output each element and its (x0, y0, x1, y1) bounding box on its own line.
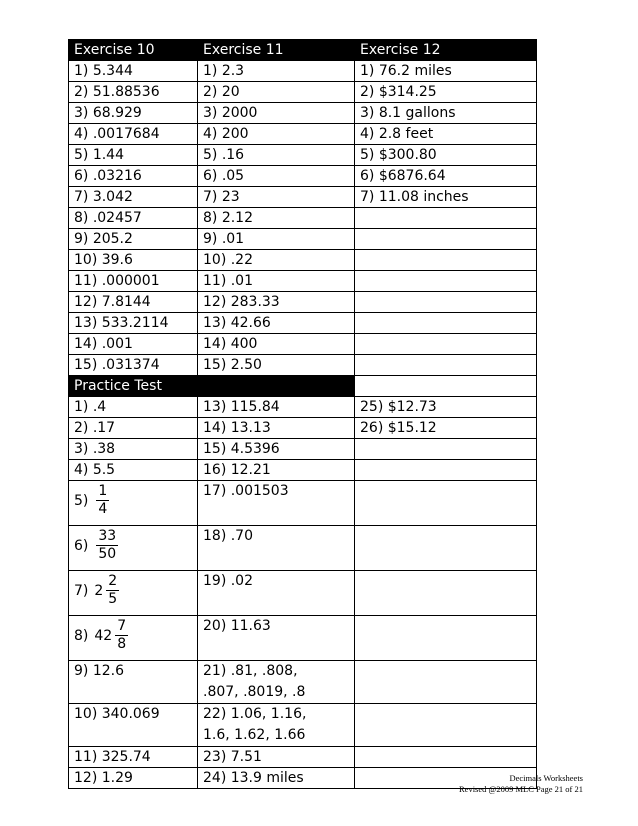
answer-cell: 2) $314.25 (355, 82, 537, 103)
answer-cell (355, 460, 537, 481)
table-row (69, 145, 537, 166)
answer-cell: 5) .16 (198, 145, 355, 166)
fraction-row (69, 571, 537, 616)
header-blank-cell (198, 376, 355, 397)
whole-number: 2 (94, 582, 104, 599)
answer-cell: 3) .38 (69, 439, 198, 460)
answer-cell: 4) 200 (198, 124, 355, 145)
fraction-answer-cell (69, 616, 198, 661)
table-row (69, 271, 537, 292)
fraction-row (69, 616, 537, 661)
table-row (69, 418, 537, 439)
answer-cell: 2) .17 (69, 418, 198, 439)
answer-label: 6) (74, 537, 89, 554)
answer-cell: 1) 76.2 miles (355, 61, 537, 82)
fraction-expression (74, 618, 128, 653)
answer-cell: 12) 283.33 (198, 292, 355, 313)
answer-cell: 9) 205.2 (69, 229, 198, 250)
answer-cell: 19) .02 (198, 571, 355, 616)
answer-cell: 4) 2.8 feet (355, 124, 537, 145)
table-row (69, 661, 537, 704)
answer-cell (355, 292, 537, 313)
page-footer (459, 773, 583, 795)
answer-cell: 17) .001503 (198, 481, 355, 526)
fraction-expression (74, 573, 119, 608)
exercise-header-row (69, 40, 537, 61)
answer-cell: 20) 11.63 (198, 616, 355, 661)
answer-cell: 6) .03216 (69, 166, 198, 187)
header-blank-cell (355, 376, 537, 397)
table-row (69, 460, 537, 481)
answer-cell: 11) 325.74 (69, 747, 198, 768)
empty-cell (355, 571, 537, 616)
answer-cell: 1) .4 (69, 397, 198, 418)
empty-cell (355, 661, 537, 704)
answer-cell: 14) 400 (198, 334, 355, 355)
footer-title: Decimals Worksheets (509, 773, 583, 783)
answer-cell (355, 208, 537, 229)
answer-cell: 1) 2.3 (198, 61, 355, 82)
practice-header-row (69, 376, 537, 397)
answer-cell: 16) 12.21 (198, 460, 355, 481)
fraction-answer-cell (69, 526, 198, 571)
fraction-answer-cell (69, 571, 198, 616)
answer-cell: 4) .0017684 (69, 124, 198, 145)
answer-cell: 6) $6876.64 (355, 166, 537, 187)
table-row (69, 313, 537, 334)
header-cell: Exercise 11 (198, 40, 355, 61)
fraction-row (69, 526, 537, 571)
answer-cell: 14) .001 (69, 334, 198, 355)
header-cell: Exercise 10 (69, 40, 198, 61)
answer-cell: 1) 5.344 (69, 61, 198, 82)
fraction (106, 573, 119, 608)
answer-cell: 7) 11.08 inches (355, 187, 537, 208)
answer-cell (355, 271, 537, 292)
answer-cell (355, 250, 537, 271)
answer-cell: 18) .70 (198, 526, 355, 571)
numerator: 1 (98, 483, 108, 499)
empty-cell (355, 704, 537, 747)
answer-cell: 5) $300.80 (355, 145, 537, 166)
answer-cell: 9) .01 (198, 229, 355, 250)
answer-cell (355, 229, 537, 250)
answer-cell: 3) 68.929 (69, 103, 198, 124)
fraction (96, 528, 118, 563)
answer-cell-wrapped: 21) .81, .808, .807, .8019, .8 (198, 661, 355, 704)
answer-cell: 11) .01 (198, 271, 355, 292)
denominator: 50 (98, 546, 117, 562)
answer-cell: 24) 13.9 miles (198, 768, 355, 789)
table-row (69, 397, 537, 418)
empty-cell (355, 481, 537, 526)
answer-cell: 15) .031374 (69, 355, 198, 376)
table-row (69, 166, 537, 187)
answer-cell: 10) 340.069 (69, 704, 198, 747)
answer-cell: 9) 12.6 (69, 661, 198, 704)
answer-cell (355, 439, 537, 460)
table-row (69, 187, 537, 208)
answer-key-table (68, 39, 537, 789)
answer-cell: 13) 42.66 (198, 313, 355, 334)
answer-cell: 8) .02457 (69, 208, 198, 229)
table-row (69, 704, 537, 747)
answer-cell: 13) 115.84 (198, 397, 355, 418)
answer-cell: 15) 2.50 (198, 355, 355, 376)
answer-cell: 10) 39.6 (69, 250, 198, 271)
table-row (69, 250, 537, 271)
denominator: 5 (108, 591, 118, 607)
denominator: 8 (117, 636, 127, 652)
answer-cell (355, 334, 537, 355)
table-row (69, 334, 537, 355)
whole-number: 42 (94, 627, 113, 644)
fraction-expression (74, 528, 118, 563)
fraction (115, 618, 128, 653)
answer-cell: 7) 3.042 (69, 187, 198, 208)
table-row (69, 82, 537, 103)
footer-page-info: Revised @2009 MLC Page 21 of 21 (459, 784, 583, 794)
table-row (69, 229, 537, 250)
denominator: 4 (98, 501, 108, 517)
practice-test-title: Practice Test (69, 376, 198, 397)
answer-label: 5) (74, 492, 89, 509)
numerator: 2 (108, 573, 118, 589)
fraction (96, 483, 109, 518)
table-row (69, 747, 537, 768)
numerator: 33 (98, 528, 117, 544)
answer-cell: 12) 7.8144 (69, 292, 198, 313)
empty-cell (355, 616, 537, 661)
empty-cell (355, 526, 537, 571)
header-cell: Exercise 12 (355, 40, 537, 61)
answer-cell: 26) $15.12 (355, 418, 537, 439)
answer-cell: 2) 51.88536 (69, 82, 198, 103)
answer-cell (355, 355, 537, 376)
answer-cell: 8) 2.12 (198, 208, 355, 229)
answer-cell (355, 747, 537, 768)
answer-cell: 6) .05 (198, 166, 355, 187)
answer-label: 7) (74, 582, 89, 599)
table-row (69, 355, 537, 376)
answer-cell: 7) 23 (198, 187, 355, 208)
answer-label: 8) (74, 627, 89, 644)
answer-cell: 10) .22 (198, 250, 355, 271)
fraction-expression (74, 483, 109, 518)
fraction-answer-cell (69, 481, 198, 526)
answer-cell: 5) 1.44 (69, 145, 198, 166)
answer-cell: 15) 4.5396 (198, 439, 355, 460)
table-row (69, 103, 537, 124)
table-row (69, 208, 537, 229)
numerator: 7 (117, 618, 127, 634)
answer-cell: 11) .000001 (69, 271, 198, 292)
answer-cell: 2) 20 (198, 82, 355, 103)
answer-cell: 13) 533.2114 (69, 313, 198, 334)
answer-cell: 14) 13.13 (198, 418, 355, 439)
answer-cell: 3) 2000 (198, 103, 355, 124)
table-row (69, 61, 537, 82)
table-row (69, 124, 537, 145)
answer-cell: 4) 5.5 (69, 460, 198, 481)
table-row (69, 292, 537, 313)
table-row (69, 439, 537, 460)
answer-cell: 12) 1.29 (69, 768, 198, 789)
answer-cell-wrapped: 22) 1.06, 1.16, 1.6, 1.62, 1.66 (198, 704, 355, 747)
answer-cell (355, 313, 537, 334)
answer-cell: 23) 7.51 (198, 747, 355, 768)
answer-cell: 3) 8.1 gallons (355, 103, 537, 124)
fraction-row (69, 481, 537, 526)
answer-cell: 25) $12.73 (355, 397, 537, 418)
